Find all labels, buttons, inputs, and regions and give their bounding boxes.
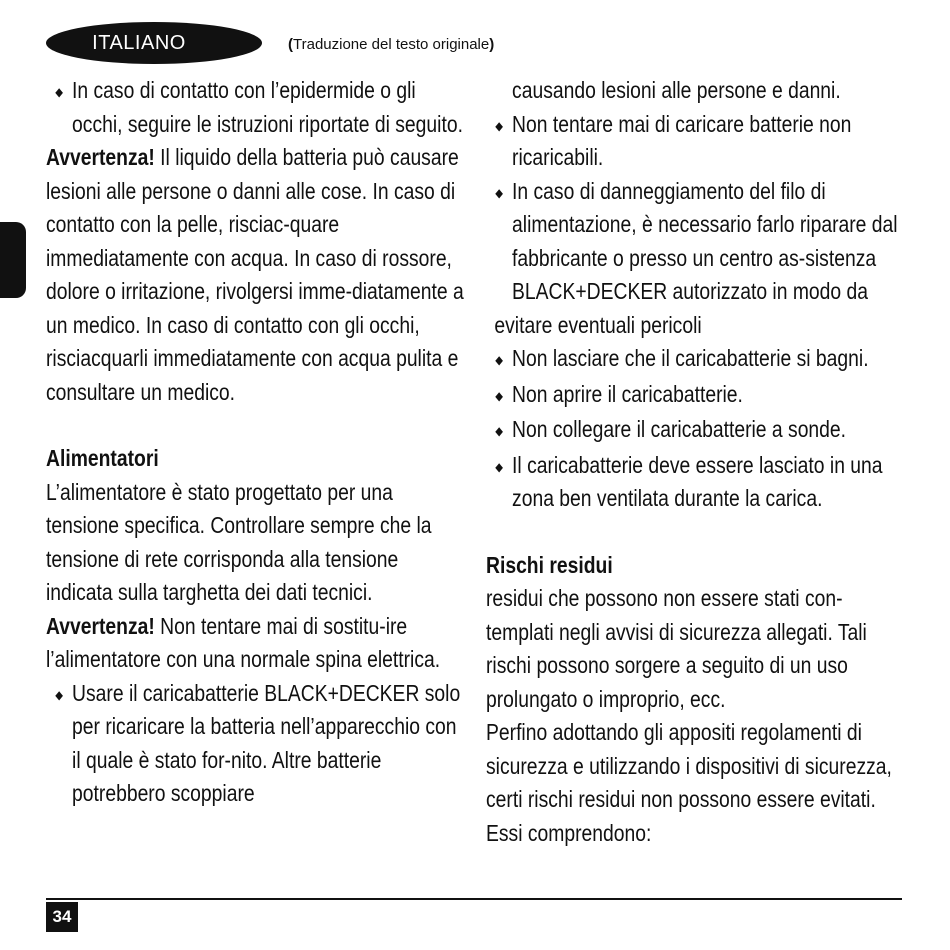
diamond-bullet-icon: ◆ [495, 185, 503, 200]
footer-rule [46, 898, 902, 900]
diamond-bullet-icon: ◆ [495, 388, 503, 403]
warning-paragraph: Avvertenza! Non tentare mai di sostitu-ire l’alimentatore con una normale spina elettrica. [46, 612, 441, 672]
diamond-bullet-icon: ◆ [495, 353, 503, 367]
diamond-bullet-icon: ◆ [495, 424, 503, 438]
diamond-bullet-icon: ◆ [55, 687, 63, 702]
list-item: ◆ Non tentare mai di caricare batterie non ricaricabili. [495, 108, 904, 175]
right-column [486, 74, 904, 850]
page-number: 34 [46, 902, 78, 932]
left-column [46, 74, 464, 811]
body-paragraph: Perfino adottando gli appositi regolamenti di sicurezza e utilizzando i dispositivi di sicurezza, certi rischi residui non possono essere evitati. Essi comprendono: [486, 719, 892, 846]
section-heading: Rischi residui [486, 551, 613, 578]
list-item: ◆ Il caricabatterie deve essere lasciato in una zona ben ventilata durante la carica. [495, 449, 904, 516]
translation-note: (Traduzione del testo originale) [288, 36, 495, 53]
list-item: ◆ Usare il caricabatterie BLACK+DECKER solo per ricaricare la batteria nell’apparecchio con il quale è stato for-nito. Altre batterie potrebbero scoppiare [55, 677, 464, 811]
body-paragraph: L’alimentatore è stato progettato per una tensione specifica. Controllare sempre che la tensione di rete corrisponda alla tensione indicata sulla targhetta dei dati tecnici. [46, 478, 432, 605]
diamond-bullet-icon: ◆ [495, 118, 503, 133]
list-item: ◆ In caso di danneggiamento del filo di alimentazione, è necessario farlo riparare dal fabbricante o presso un centro as-sistenza BLACK+DECKER autorizzato in modo da [495, 175, 904, 309]
continuation-line: causando lesioni alle persone e danni. [512, 77, 841, 103]
list-item: ◆ Non aprire il caricabatterie. [495, 378, 904, 414]
warning-paragraph: Avvertenza! Il liquido della batteria può causare lesioni alle persone o danni alle cose. In caso di contatto con la pelle, risciac-quare immediatamente con acqua. In caso di rossore, dolore o irritazione, rivolgersi imme-diatamente a un medico. In caso di contatto con gli occhi, risciacquarli immediatamente con acqua pulita e consultare un medico. [46, 144, 464, 405]
list-item: ◆ In caso di contatto con l’epidermide o gli occhi, seguire le istruzioni riportate di seguito. [55, 74, 464, 141]
list-item: ◆ Non lasciare che il caricabatterie si bagni. [495, 342, 904, 378]
diamond-bullet-icon: ◆ [55, 85, 63, 99]
list-item: ◆ Non collegare il caricabatterie a sonde. [495, 413, 904, 449]
section-heading: Alimentatori [46, 445, 159, 471]
section-tab-marker [0, 222, 26, 298]
body-paragraph: residui che possono non essere stati con-templati negli avvisi di sicurezza allegati. Tali rischi possono sorgere a seguito di un uso prolungato o improprio, ecc. [486, 585, 867, 712]
body-line: evitare eventuali pericoli [494, 311, 702, 338]
diamond-bullet-icon: ◆ [495, 459, 503, 474]
warning-label: Avvertenza! [46, 144, 155, 170]
language-label: ITALIANO [92, 32, 186, 54]
warning-label: Avvertenza! [46, 612, 155, 639]
language-badge [46, 22, 262, 64]
